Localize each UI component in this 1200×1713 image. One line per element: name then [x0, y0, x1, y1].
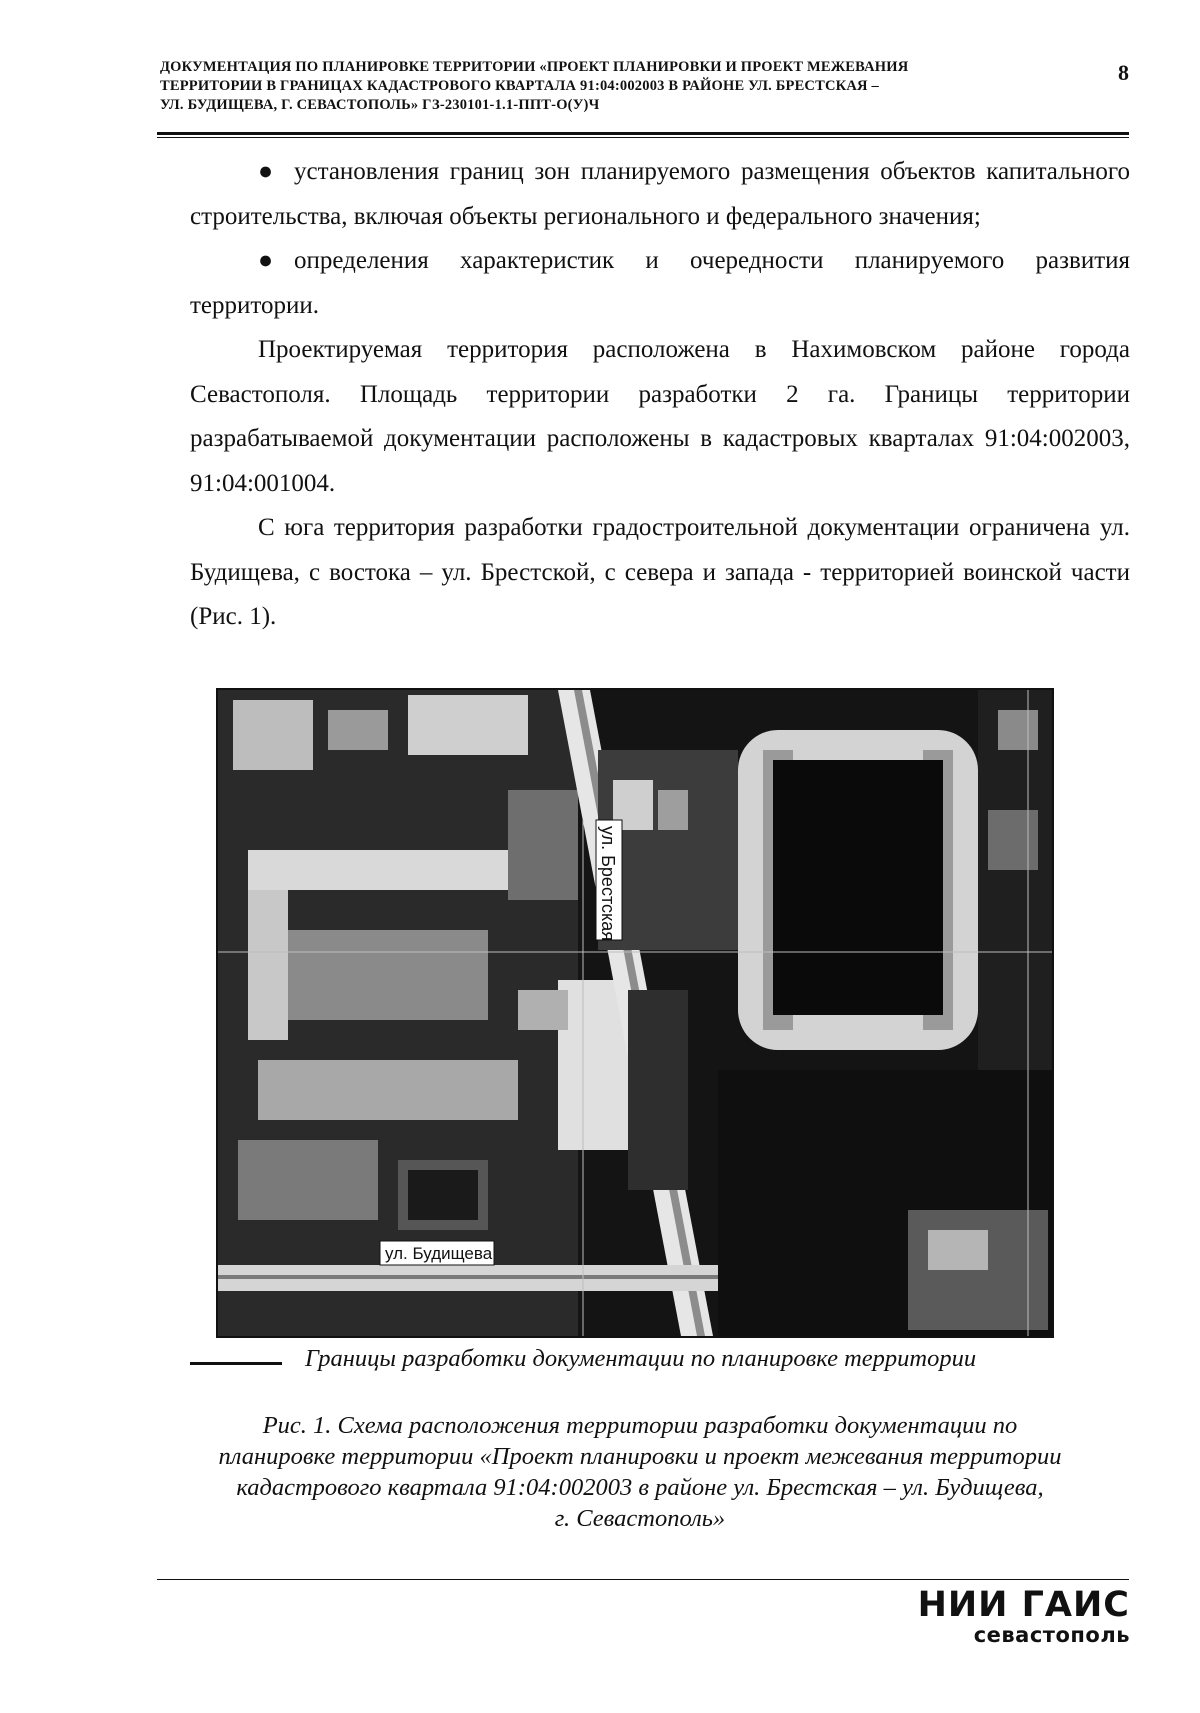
bullet-item-1: [190, 150, 1130, 239]
logo-sub-text: севастополь: [973, 1623, 1130, 1647]
aerial-photo-figure: [216, 688, 1054, 1338]
figure-caption: [160, 1410, 1120, 1534]
street-label-brestskaya: [596, 820, 622, 941]
logo-main-text: НИИ ГАИС: [917, 1585, 1130, 1625]
document-header: [160, 58, 1090, 115]
paragraph-location: Проектируемая территория расположена в Нахимовском районе города Севастополя. Площадь территории разработки 2 га. Границы территории разрабатываемой документации расположены в кадастровых кварталах 91:04:002003, 91:04:001004.: [190, 336, 1130, 497]
footer-rule: [157, 1579, 1129, 1580]
bullet-item-2: [190, 239, 1130, 328]
header-line-2: ТЕРРИТОРИИ В ГРАНИЦАХ КАДАСТРОВОГО КВАРТАЛА 91:04:002003 В РАЙОНЕ УЛ. БРЕСТСКАЯ –: [160, 78, 879, 94]
figure-legend: Границы разработки документации по планировке территории: [305, 1345, 977, 1372]
header-rule-thin: [157, 137, 1129, 138]
budishcheva-label-text: ул. Будищева: [385, 1244, 493, 1263]
header-rule: [157, 132, 1129, 135]
paragraph-boundaries: С юга территория разработки градостроительной документации ограничена ул. Будищева, с востока – ул. Брестской, с севера и запада - территорией воинской части (Рис. 1).: [190, 514, 1130, 630]
aerial-photo: [218, 690, 1052, 1336]
caption-line-4: г. Севастополь»: [554, 1505, 726, 1532]
caption-line-1: Рис. 1. Схема расположения территории разработки документации по: [262, 1412, 1018, 1439]
brestskaya-label-text: ул. Брестская: [598, 826, 618, 942]
bullet-text-1: установления границ зон планируемого размещения объектов капитального строительства, включая объекты регионального и федерального значения;: [190, 158, 1130, 230]
bullet-text-2: определения характеристик и очередности планируемого развития территории.: [190, 247, 1130, 319]
legend-line-symbol: [190, 1362, 282, 1365]
bullet-icon: ●: [258, 158, 274, 185]
header-line-1: ДОКУМЕНТАЦИЯ ПО ПЛАНИРОВКЕ ТЕРРИТОРИИ «ПРОЕКТ ПЛАНИРОВКИ И ПРОЕКТ МЕЖЕВАНИЯ: [160, 59, 909, 75]
bullet-icon: ●: [258, 247, 274, 274]
document-body: [190, 150, 1130, 640]
street-label-budishcheva: [380, 1241, 494, 1265]
caption-line-3: кадастрового квартала 91:04:002003 в районе ул. Брестская – ул. Будищева,: [236, 1474, 1044, 1501]
header-line-3: УЛ. БУДИЩЕВА, Г. СЕВАСТОПОЛЬ» ГЗ-230101-1.1-ППТ-О(У)Ч: [160, 97, 600, 113]
caption-line-2: планировке территории «Проект планировки и проект межевания территории: [218, 1443, 1062, 1470]
page-number: 8: [1118, 60, 1129, 85]
institute-logo: [890, 1586, 1130, 1646]
